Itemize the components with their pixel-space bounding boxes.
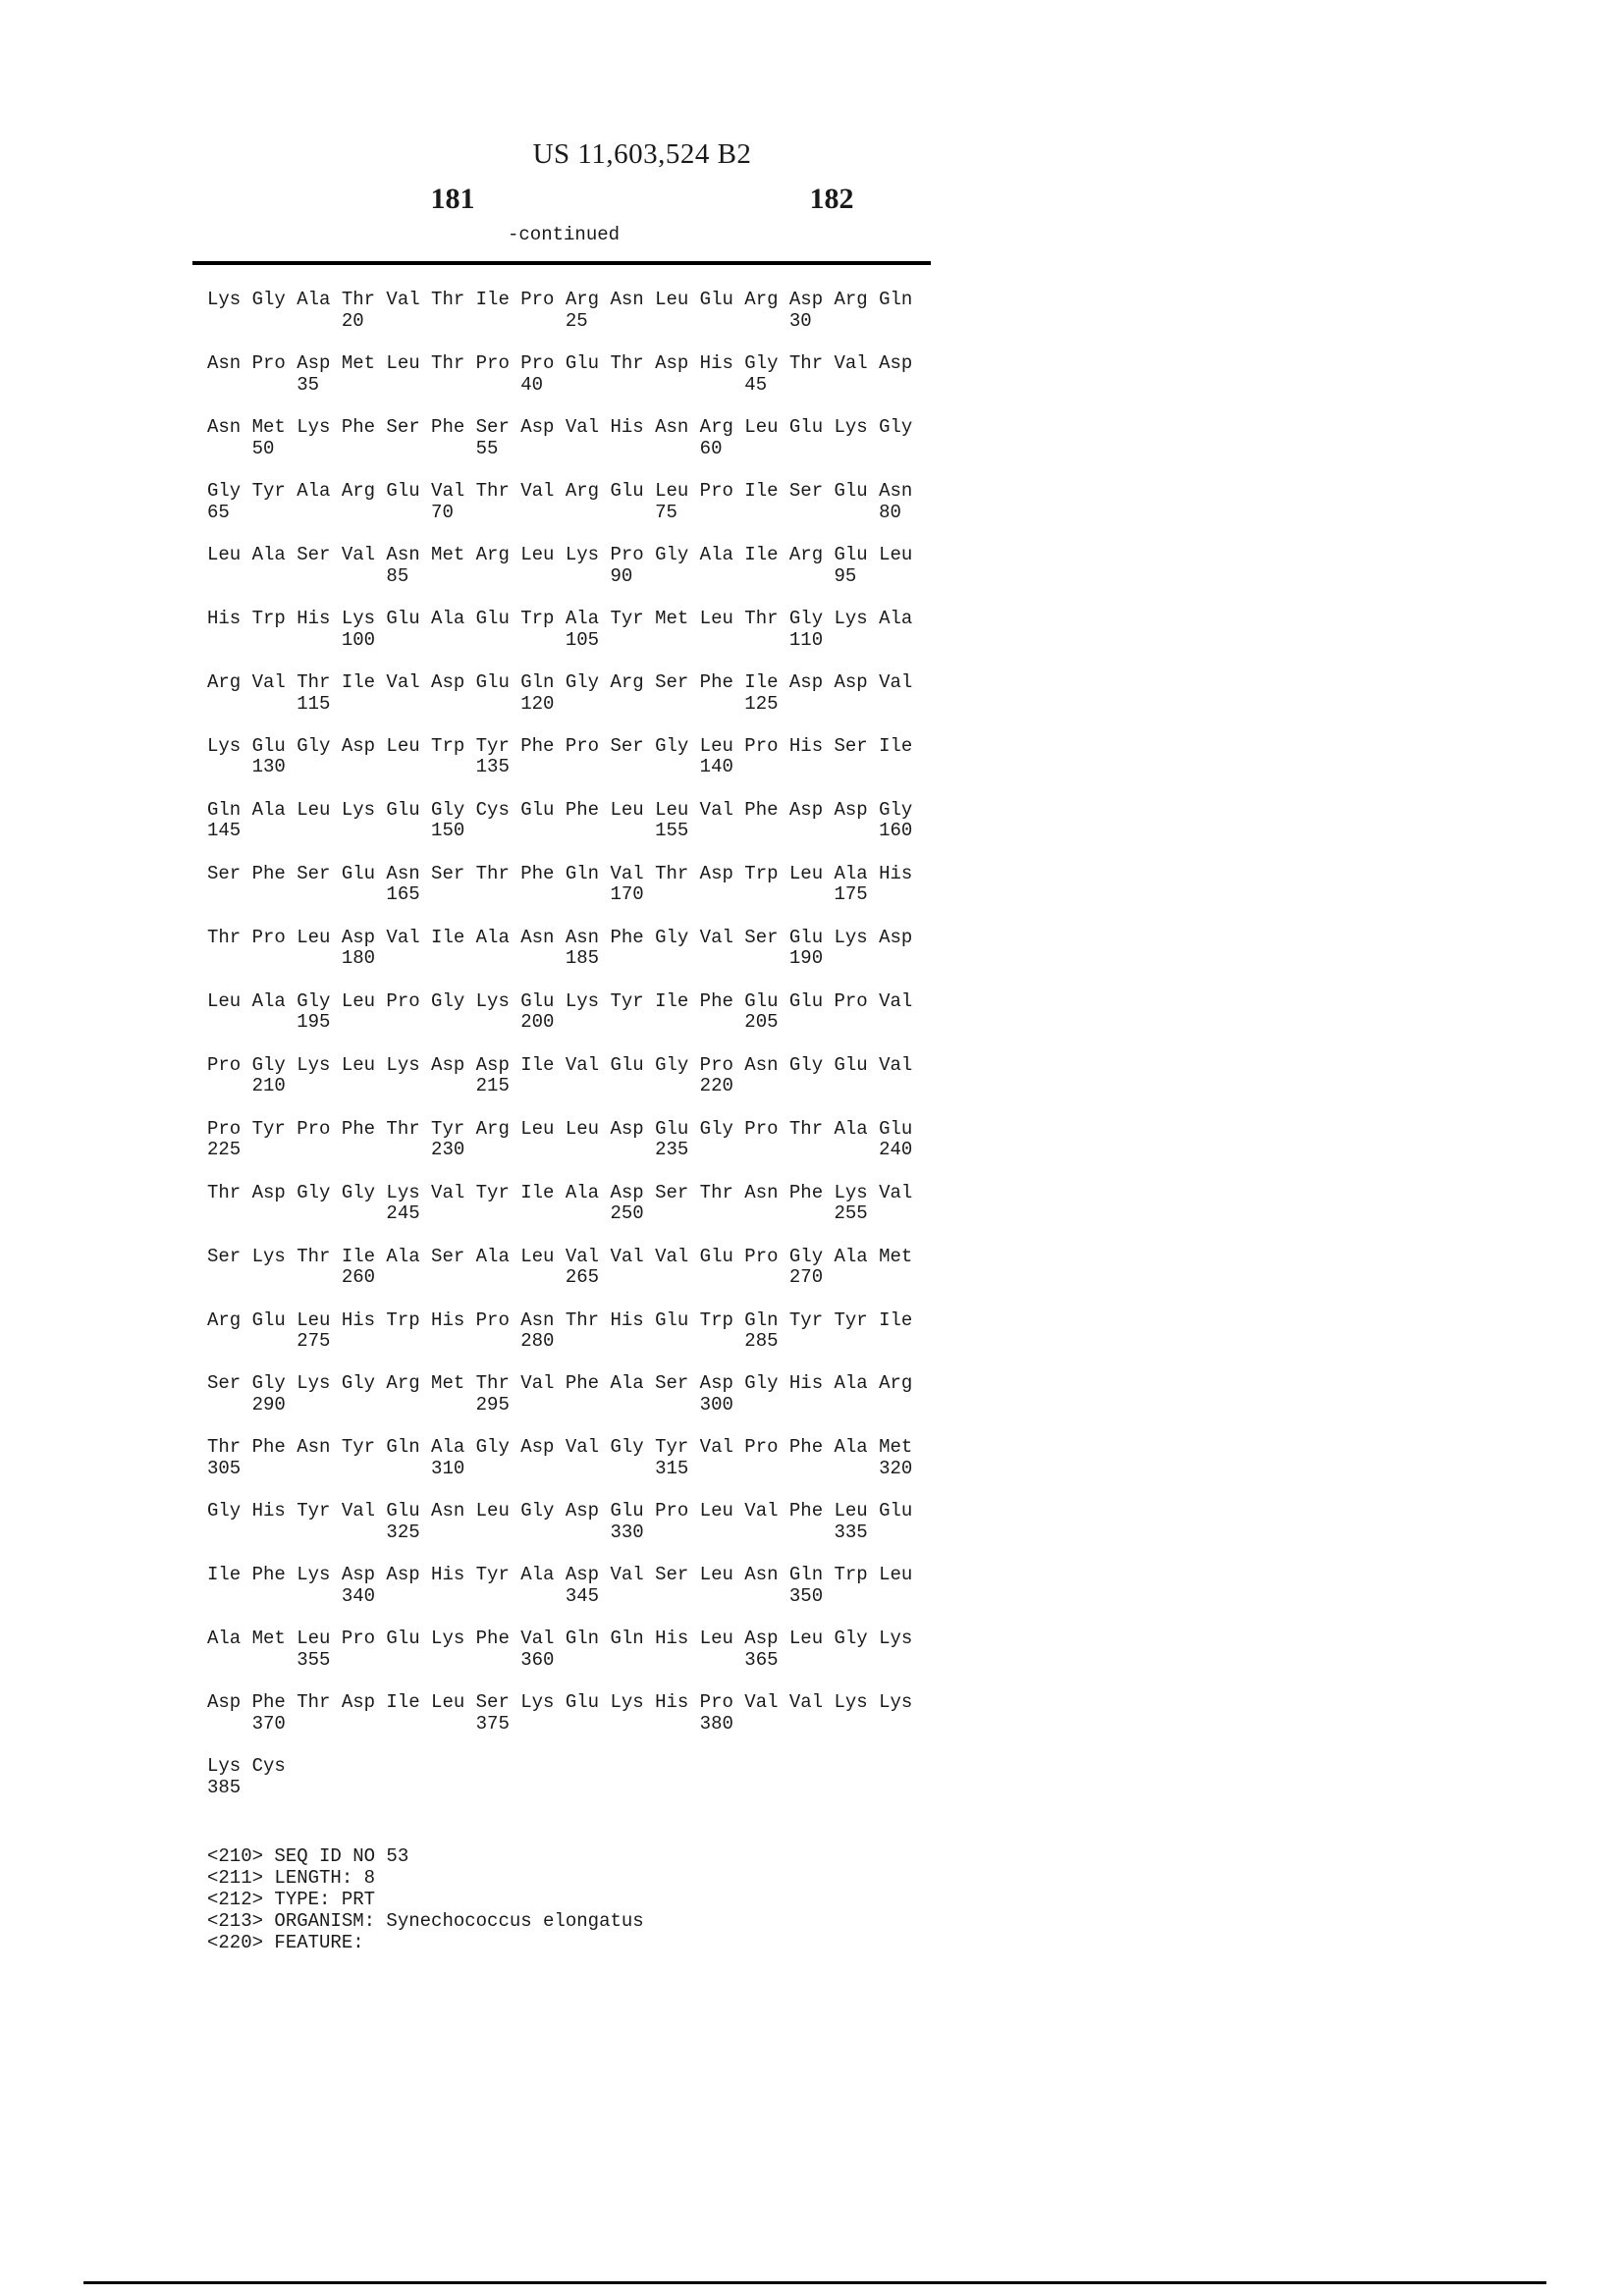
sequence-numbers-line: 275 280 285 bbox=[207, 1330, 779, 1353]
metadata-line: <210> SEQ ID NO 53 bbox=[207, 1845, 409, 1867]
sequence-numbers-line: 370 375 380 bbox=[207, 1713, 733, 1735]
sequence-metadata bbox=[207, 1846, 644, 1953]
sequence-block bbox=[207, 1247, 912, 1289]
sequence-numbers-line: 35 40 45 bbox=[207, 373, 768, 396]
sequence-block bbox=[207, 545, 912, 587]
sequence-block bbox=[207, 1692, 912, 1735]
sequence-block bbox=[207, 417, 912, 459]
sequence-numbers-line: 355 360 365 bbox=[207, 1649, 779, 1672]
sequence-residues-line: Asp Phe Thr Asp Ile Leu Ser Lys Glu Lys His Pro Val Val Lys Lys bbox=[207, 1691, 913, 1714]
sequence-numbers-line: 260 265 270 bbox=[207, 1266, 824, 1289]
sequence-numbers-line: 325 330 335 bbox=[207, 1522, 868, 1544]
sequence-residues-line: Lys Glu Gly Asp Leu Trp Tyr Phe Pro Ser Gly Leu Pro His Ser Ile bbox=[207, 734, 913, 757]
sequence-block bbox=[207, 1501, 912, 1543]
sequence-block bbox=[207, 1629, 912, 1671]
sequence-numbers-line: 165 170 175 bbox=[207, 883, 868, 906]
sequence-block bbox=[207, 736, 912, 778]
sequence-residues-line: Arg Val Thr Ile Val Asp Glu Gln Gly Arg Ser Phe Ile Asp Asp Val bbox=[207, 670, 913, 693]
sequence-residues-line: Lys Gly Ala Thr Val Thr Ile Pro Arg Asn Leu Glu Arg Asp Arg Gln bbox=[207, 289, 913, 310]
sequence-residues-line: Thr Phe Asn Tyr Gln Ala Gly Asp Val Gly Tyr Val Pro Phe Ala Met bbox=[207, 1436, 913, 1459]
sequence-block bbox=[207, 1183, 912, 1225]
sequence-block bbox=[207, 353, 912, 396]
sequence-block bbox=[207, 1437, 912, 1479]
sequence-residues-line: Gly Tyr Ala Arg Glu Val Thr Val Arg Glu Leu Pro Ile Ser Glu Asn bbox=[207, 479, 913, 502]
sequence-block bbox=[207, 864, 912, 906]
sequence-numbers-line: 210 215 220 bbox=[207, 1075, 733, 1097]
sequence-residues-line: Ser Gly Lys Gly Arg Met Thr Val Phe Ala Ser Asp Gly His Ala Arg bbox=[207, 1372, 913, 1395]
sequence-residues-line: Gly His Tyr Val Glu Asn Leu Gly Asp Glu Pro Leu Val Phe Leu Glu bbox=[207, 1500, 913, 1522]
sequence-numbers-line: 385 bbox=[207, 1776, 242, 1798]
sequence-block bbox=[207, 1310, 912, 1353]
sequence-numbers-line: 225 230 235 240 bbox=[207, 1139, 913, 1161]
sequence-block bbox=[207, 672, 912, 715]
sequence-residues-line: Asn Pro Asp Met Leu Thr Pro Pro Glu Thr Asp His Gly Thr Val Asp bbox=[207, 351, 913, 374]
sequence-residues-line: Thr Asp Gly Gly Lys Val Tyr Ile Ala Asp Ser Thr Asn Phe Lys Val bbox=[207, 1181, 913, 1203]
sequence-numbers-line: 340 345 350 bbox=[207, 1585, 824, 1608]
sequence-block bbox=[207, 991, 912, 1034]
sequence-numbers-line: 305 310 315 320 bbox=[207, 1458, 913, 1480]
page-number-left: 181 bbox=[430, 183, 475, 215]
bottom-scan-line bbox=[83, 2281, 1546, 2284]
patent-number-header: US 11,603,524 B2 bbox=[532, 138, 752, 170]
sequence-block bbox=[207, 609, 912, 651]
sequence-residues-line: Leu Ala Gly Leu Pro Gly Lys Glu Lys Tyr Ile Phe Glu Glu Pro Val bbox=[207, 989, 913, 1012]
sequence-block bbox=[207, 1565, 912, 1607]
sequence-numbers-line: 245 250 255 bbox=[207, 1202, 868, 1225]
sequence-block bbox=[207, 1055, 912, 1097]
sequence-residues-line: Ile Phe Lys Asp Asp His Tyr Ala Asp Val Ser Leu Asn Gln Trp Leu bbox=[207, 1564, 913, 1586]
sequence-residues-line: Arg Glu Leu His Trp His Pro Asn Thr His Glu Trp Gln Tyr Tyr Ile bbox=[207, 1308, 913, 1331]
sequence-residues-line: Pro Tyr Pro Phe Thr Tyr Arg Leu Leu Asp Glu Gly Pro Thr Ala Glu bbox=[207, 1117, 913, 1140]
sequence-block bbox=[207, 928, 912, 970]
sequence-block bbox=[207, 481, 912, 523]
sequence-residues-line: Ser Lys Thr Ile Ala Ser Ala Leu Val Val Val Glu Pro Gly Ala Met bbox=[207, 1245, 913, 1267]
sequence-numbers-line: 130 135 140 bbox=[207, 756, 733, 778]
sequence-numbers-line: 145 150 155 160 bbox=[207, 820, 913, 842]
sequence-block bbox=[207, 800, 912, 842]
metadata-line: <220> FEATURE: bbox=[207, 1931, 364, 1953]
sequence-numbers-line: 180 185 190 bbox=[207, 947, 824, 970]
sequence-numbers-line: 20 25 30 bbox=[207, 309, 812, 332]
metadata-line: <211> LENGTH: 8 bbox=[207, 1866, 376, 1889]
page-number-right: 182 bbox=[809, 183, 854, 215]
metadata-line: <213> ORGANISM: Synechococcus elongatus bbox=[207, 1909, 644, 1932]
sequence-block bbox=[207, 1119, 912, 1161]
sequence-residues-line: Ser Phe Ser Glu Asn Ser Thr Phe Gln Val Thr Asp Trp Leu Ala His bbox=[207, 862, 913, 884]
sequence-residues-line: His Trp His Lys Glu Ala Glu Trp Ala Tyr Met Leu Thr Gly Lys Ala bbox=[207, 607, 913, 629]
sequence-numbers-line: 65 70 75 80 bbox=[207, 501, 901, 523]
sequence-numbers-line: 195 200 205 bbox=[207, 1011, 779, 1034]
header-rule bbox=[192, 261, 931, 265]
sequence-numbers-line: 85 90 95 bbox=[207, 564, 857, 587]
sequence-numbers-line: 50 55 60 bbox=[207, 437, 723, 459]
sequence-residues-line: Thr Pro Leu Asp Val Ile Ala Asn Asn Phe Gly Val Ser Glu Lys Asp bbox=[207, 926, 913, 948]
sequence-residues-line: Lys Cys bbox=[207, 1755, 286, 1778]
sequence-residues-line: Pro Gly Lys Leu Lys Asp Asp Ile Val Glu Gly Pro Asn Gly Glu Val bbox=[207, 1053, 913, 1076]
sequence-block bbox=[207, 1373, 912, 1415]
metadata-line: <212> TYPE: PRT bbox=[207, 1888, 376, 1910]
sequence-numbers-line: 100 105 110 bbox=[207, 628, 824, 651]
sequence-block bbox=[207, 1756, 912, 1798]
sequence-block bbox=[207, 290, 912, 332]
sequence-residues-line: Ala Met Leu Pro Glu Lys Phe Val Gln Gln His Leu Asp Leu Gly Lys bbox=[207, 1628, 913, 1650]
sequence-numbers-line: 115 120 125 bbox=[207, 692, 779, 715]
sequence-residues-line: Asn Met Lys Phe Ser Phe Ser Asp Val His Asn Arg Leu Glu Lys Gly bbox=[207, 415, 913, 438]
sequence-residues-line: Leu Ala Ser Val Asn Met Arg Leu Lys Pro Gly Ala Ile Arg Glu Leu bbox=[207, 543, 913, 565]
sequence-residues-line: Gln Ala Leu Lys Glu Gly Cys Glu Phe Leu Leu Val Phe Asp Asp Gly bbox=[207, 798, 913, 821]
continued-label: -continued bbox=[508, 224, 621, 245]
sequence-numbers-line: 290 295 300 bbox=[207, 1394, 733, 1416]
sequence-listing bbox=[207, 290, 912, 1820]
